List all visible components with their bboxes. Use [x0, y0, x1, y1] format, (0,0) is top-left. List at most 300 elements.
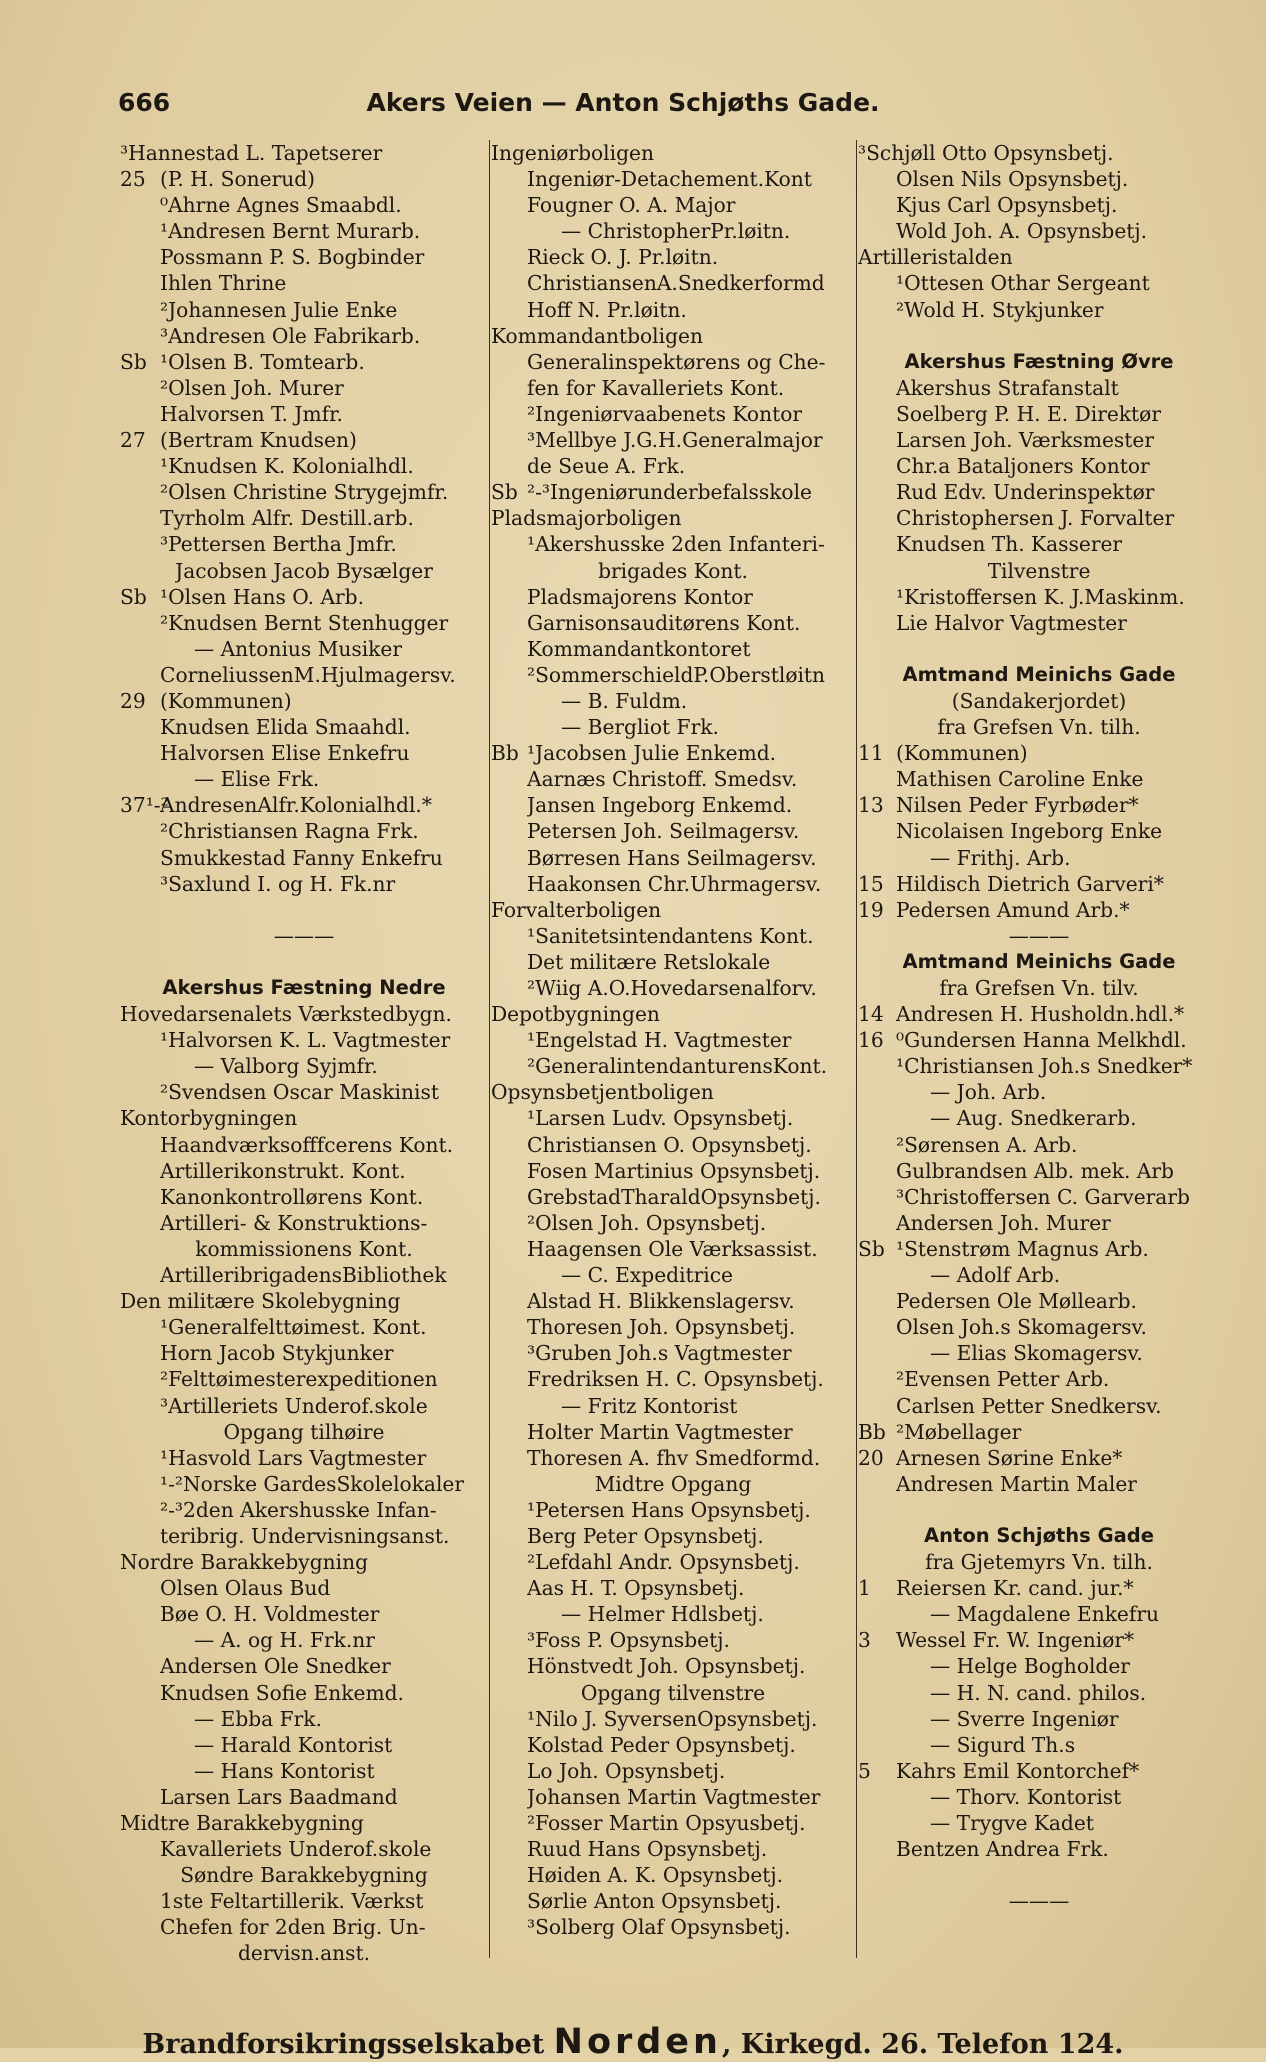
entry-text: Fougner O. A. Major: [527, 193, 736, 218]
entry-line: [491, 949, 855, 975]
entry-text: Pladsmajorboligen: [491, 506, 682, 531]
entry-text: Ihlen Thrine: [160, 271, 287, 296]
entry-text: — Bergliot Frk.: [561, 715, 719, 740]
entry-text: ¹Andresen Bernt Murarb.: [160, 219, 421, 244]
entry-text: Opsynsbetjentboligen: [491, 1080, 714, 1105]
entry-line: [120, 1053, 488, 1079]
entry-line: [120, 1888, 488, 1914]
entry-text: Hildisch Dietrich Garveri*: [896, 871, 1164, 896]
entry-line: [858, 479, 1220, 505]
entry-line: [491, 1053, 855, 1079]
entry-line: [858, 1653, 1220, 1679]
entry-line: [491, 1471, 855, 1497]
entry-line: [491, 1288, 855, 1314]
entry-text: — Sigurd Th.s: [930, 1732, 1076, 1757]
house-number: Bb: [491, 741, 519, 766]
entry-line: [491, 1079, 855, 1105]
entry-text: Rieck O. J. Pr.løitn.: [527, 245, 719, 270]
entry-text: — Magdalene Enkefru: [930, 1602, 1160, 1627]
entry-text: Pedersen Amund Arb.*: [896, 897, 1130, 922]
entry-text: 1ste Feltartillerik. Værkst: [160, 1889, 424, 1914]
entry-text: ²Ingeniørvaabenets Kontor: [527, 401, 802, 426]
entry-text: Bentzen Andrea Frk.: [896, 1837, 1109, 1862]
entry-text: Andersen Ole Snedker: [160, 1654, 391, 1679]
entry-line: [491, 1445, 855, 1471]
entry-text: Ruud Hans Opsynsbetj.: [527, 1837, 768, 1862]
entry-text: Chefen for 2den Brig. Un-: [160, 1915, 426, 1940]
entry-line: [491, 297, 855, 323]
entry-line: [120, 453, 488, 479]
entry-line: [491, 140, 855, 166]
entry-text: Haagensen Ole Værksassist.: [527, 1236, 818, 1261]
entry-text: Gulbrandsen Alb. mek. Arb: [896, 1158, 1174, 1183]
entry-text: ²Evensen Petter Arb.: [896, 1367, 1110, 1392]
entry-text: ²Christiansen Ragna Frk.: [160, 819, 419, 844]
entry-text: teribrig. Undervisningsanst.: [160, 1523, 450, 1548]
entry-text: Artillerikonstrukt. Kont.: [160, 1158, 406, 1183]
entry-line: [491, 1340, 855, 1366]
entry-line: [491, 479, 855, 505]
entry-text: Nicolaisen Ingeborg Enke: [896, 819, 1163, 844]
entry-line: [120, 610, 488, 636]
entry-line: [120, 1027, 488, 1053]
page-title: Akers Veien — Anton Schjøths Gade.: [366, 88, 880, 117]
entry-line: [858, 270, 1220, 296]
entry-line: [491, 610, 855, 636]
entry-line: [491, 1314, 855, 1340]
entry-line: [491, 427, 855, 453]
entry-text: ¹Ottesen Othar Sergeant: [896, 271, 1150, 296]
entry-line: [858, 1288, 1220, 1314]
entry-line: [858, 1314, 1220, 1340]
entry-line: [858, 1001, 1220, 1027]
entry-line: [491, 688, 855, 714]
entry-text: — Frithj. Arb.: [930, 845, 1071, 870]
entry-line: [120, 1810, 488, 1836]
entry-line: [491, 1914, 855, 1940]
entry-line: [858, 1419, 1220, 1445]
entry-line: [120, 166, 488, 192]
entry-line: [858, 140, 1220, 166]
entry-text: ¹Engelstad H. Vagtmester: [527, 1028, 792, 1053]
entry-line: [858, 688, 1220, 714]
entry-text: Berg Peter Opsynsbetj.: [527, 1523, 764, 1548]
entry-text: Høiden A. K. Opsynsbetj.: [527, 1863, 784, 1888]
entry-text: Halvorsen Elise Enkefru: [160, 741, 410, 766]
entry-text: Smukkestad Fanny Enkefru: [160, 845, 443, 870]
entry-text: Alstad H. Blikkenslagersv.: [527, 1289, 795, 1314]
entry-line: [491, 818, 855, 844]
column-1: [120, 140, 488, 1967]
entry-text: Det militære Retslokale: [527, 949, 771, 974]
entry-line: [491, 1027, 855, 1053]
entry-line: [491, 923, 855, 949]
entry-text: ³Saxlund I. og H. Fk.nr: [160, 871, 396, 896]
entry-line: [858, 1680, 1220, 1706]
entry-line: [120, 975, 488, 1001]
entry-text: Generalinspektørens og Che-: [527, 349, 826, 374]
entry-text: — Antonius Musiker: [194, 636, 403, 661]
entry-text: Kanonkontrollørens Kont.: [160, 1184, 424, 1209]
entry-text: Thoresen A. fhv Smedformd.: [527, 1445, 821, 1470]
entry-line: [858, 1184, 1220, 1210]
entry-line: [120, 1001, 488, 1027]
entry-line: [858, 610, 1220, 636]
house-number: 16: [858, 1028, 884, 1053]
entry-line: [120, 949, 488, 975]
entry-text: ¹Knudsen K. Kolonialhdl.: [160, 454, 414, 479]
entry-line: [120, 584, 488, 610]
entry-text: ²Møbellager: [896, 1419, 1022, 1444]
entry-line: [858, 401, 1220, 427]
entry-line: [120, 688, 488, 714]
house-number: 13: [858, 793, 884, 818]
house-number: 37¹-²: [120, 793, 169, 818]
entry-line: [491, 1732, 855, 1758]
entry-text: Andresen Martin Maler: [896, 1471, 1137, 1496]
entry-text: ¹Olsen B. Tomtearb.: [160, 349, 365, 374]
entry-line: [120, 1210, 488, 1236]
entry-text: Forvalterboligen: [491, 897, 662, 922]
entry-line: [491, 1810, 855, 1836]
entry-line: [491, 505, 855, 531]
entry-text: fra Gjetemyrs Vn. tilh.: [925, 1550, 1153, 1575]
entry-text: Arnesen Sørine Enke*: [896, 1445, 1123, 1470]
entry-line: [491, 1627, 855, 1653]
entry-text: Aarnæs Christoff. Smedsv.: [527, 767, 798, 792]
footer-prefix: Brandforsikringsselskabet: [142, 2029, 554, 2060]
entry-line: [491, 192, 855, 218]
entry-text: CorneliussenM.Hjulmagersv.: [160, 662, 456, 687]
entry-line: [858, 845, 1220, 871]
entry-line: [858, 1627, 1220, 1653]
entry-text: ³Schjøll Otto Opsynsbetj.: [858, 141, 1114, 165]
entry-line: [120, 818, 488, 844]
entry-line: [858, 1601, 1220, 1627]
entry-text: ¹Akershusske 2den Infanteri-: [527, 532, 825, 557]
page-header: [118, 88, 1128, 128]
entry-text: Petersen Joh. Seilmagersv.: [527, 819, 800, 844]
entry-text: kommissionens Kont.: [195, 1236, 413, 1261]
entry-line: [120, 531, 488, 557]
entry-text: — Adolf Arb.: [930, 1263, 1061, 1288]
entry-text: Kontorbygningen: [120, 1106, 298, 1131]
entry-text: ¹Larsen Ludv. Opsynsbetj.: [527, 1106, 794, 1131]
entry-line: [120, 740, 488, 766]
entry-text: Kommandantboligen: [491, 323, 703, 348]
entry-line: [858, 740, 1220, 766]
entry-line: [491, 1653, 855, 1679]
entry-line: [858, 636, 1220, 662]
entry-text: fen for Kavalleriets Kont.: [527, 375, 785, 400]
entry-line: [120, 1758, 488, 1784]
entry-text: ³Foss P. Opsynsbetj.: [527, 1628, 730, 1653]
entry-text: ³Hannestad L. Tapetserer: [120, 141, 383, 165]
entry-line: [491, 1680, 855, 1706]
entry-text: Opgang tilhøire: [223, 1419, 385, 1444]
entry-line: [120, 323, 488, 349]
house-number: 1: [858, 1576, 871, 1601]
entry-text: Artilleristalden: [858, 245, 1013, 270]
entry-line: [491, 1497, 855, 1523]
entry-text: Midtre Barakkebygning: [120, 1811, 364, 1835]
entry-line: [120, 1523, 488, 1549]
entry-text: ³Gruben Joh.s Vagtmester: [527, 1341, 792, 1366]
entry-line: [491, 270, 855, 296]
entry-text: Chr.a Bataljoners Kontor: [896, 454, 1150, 479]
entry-line: [120, 558, 488, 584]
entry-line: [858, 244, 1220, 270]
entry-line: [491, 1888, 855, 1914]
entry-line: [120, 1079, 488, 1105]
entry-text: — Helmer Hdlsbetj.: [561, 1602, 764, 1627]
entry-text: dervisn.anst.: [237, 1941, 371, 1966]
entry-text: ¹Jacobsen Julie Enkemd.: [527, 741, 777, 766]
entry-text: — Ebba Frk.: [194, 1706, 322, 1731]
section-heading: Amtmand Meinichs Gade: [902, 662, 1176, 686]
entry-text: Halvorsen T. Jmfr.: [160, 401, 343, 426]
entry-line: [120, 1340, 488, 1366]
entry-text: ChristiansenA.Snedkerformd: [527, 271, 825, 296]
entry-line: [858, 192, 1220, 218]
entry-line: [858, 427, 1220, 453]
footer-company-name: Norden: [553, 2022, 722, 2062]
entry-text: Wold Joh. A. Opsynsbetj.: [896, 219, 1148, 244]
section-heading: Anton Schjøths Gade: [924, 1523, 1154, 1547]
entry-line: [858, 1079, 1220, 1105]
entry-text: ³Pettersen Bertha Jmfr.: [160, 532, 397, 557]
house-number: Sb: [858, 1236, 885, 1261]
entry-line: [858, 897, 1220, 923]
entry-line: [491, 1105, 855, 1131]
entry-line: [120, 1236, 488, 1262]
entry-line: [491, 740, 855, 766]
entry-line: [858, 1732, 1220, 1758]
entry-text: — Aug. Snedkerarb.: [930, 1106, 1137, 1131]
entry-text: Garnisonsauditørens Kont.: [527, 610, 801, 635]
entry-line: [120, 479, 488, 505]
advertisement-footer: [0, 2022, 1266, 2062]
entry-line: [120, 1445, 488, 1471]
column-2: [491, 140, 855, 1940]
entry-text: Wessel Fr. W. Ingeniør*: [896, 1628, 1135, 1653]
entry-line: [858, 1053, 1220, 1079]
entry-text: ———: [1008, 1889, 1070, 1914]
entry-text: (Bertram Knudsen): [160, 428, 357, 453]
entry-text: — H. N. cand. philos.: [930, 1680, 1147, 1705]
entry-text: ¹Hasvold Lars Vagtmester: [160, 1445, 427, 1470]
entry-line: [491, 1758, 855, 1784]
entry-text: Kjus Carl Opsynsbetj.: [896, 193, 1118, 218]
entry-line: [858, 297, 1220, 323]
entry-line: [858, 662, 1220, 688]
house-number: 3: [858, 1628, 871, 1653]
entry-line: [120, 1262, 488, 1288]
entry-line: [858, 1340, 1220, 1366]
entry-text: ¹-²Norske GardesSkolelokaler: [160, 1471, 465, 1496]
entry-line: [120, 1314, 488, 1340]
house-number: Sb: [120, 349, 147, 374]
entry-text: ²Wiig A.O.Hovedarsenalforv.: [527, 976, 817, 1000]
entry-text: ¹Olsen Hans O. Arb.: [160, 584, 365, 609]
entry-text: Sørlie Anton Opsynsbetj.: [527, 1889, 782, 1914]
entry-line: [120, 1627, 488, 1653]
entry-line: [858, 766, 1220, 792]
entry-text: ²Sørensen A. Arb.: [896, 1132, 1078, 1157]
entry-text: — Harald Kontorist: [194, 1732, 393, 1757]
entry-line: [858, 1706, 1220, 1732]
entry-text: Tilvenstre: [987, 558, 1091, 583]
entry-line: [120, 1653, 488, 1679]
entry-text: Akershus Strafanstalt: [896, 375, 1119, 400]
entry-line: [120, 1105, 488, 1131]
entry-text: — Trygve Kadet: [930, 1811, 1094, 1835]
entry-line: [491, 584, 855, 610]
entry-line: [120, 792, 488, 818]
entry-line: [858, 975, 1220, 1001]
entry-line: [120, 845, 488, 871]
entry-text: Kommandantkontoret: [527, 636, 751, 661]
entry-text: ⁰Gundersen Hanna Melkhdl.: [896, 1028, 1187, 1053]
house-number: Bb: [858, 1419, 886, 1444]
entry-line: [858, 1575, 1220, 1601]
entry-line: [120, 192, 488, 218]
entry-text: Carlsen Petter Snedkersv.: [896, 1393, 1162, 1418]
entry-text: Søndre Barakkebygning: [180, 1863, 428, 1888]
entry-line: [491, 662, 855, 688]
entry-line: [120, 297, 488, 323]
entry-text: — Elias Skomagersv.: [930, 1341, 1143, 1366]
entry-text: ³Solberg Olaf Opsynsbetj.: [527, 1915, 791, 1940]
entry-text: ⁰Ahrne Agnes Smaabdl.: [160, 193, 402, 218]
entry-text: Depotbygningen: [491, 1002, 660, 1027]
entry-text: ²-³2den Akershusske Infan-: [160, 1497, 437, 1522]
entry-line: [120, 1836, 488, 1862]
entry-line: [858, 818, 1220, 844]
house-number: 20: [858, 1445, 884, 1470]
entry-text: Thoresen Joh. Opsynsbetj.: [527, 1315, 796, 1340]
entry-line: [120, 1680, 488, 1706]
house-number: Sb: [491, 480, 518, 505]
entry-text: — Hans Kontorist: [194, 1758, 375, 1783]
entry-text: brigades Kont.: [598, 558, 748, 583]
entry-line: [491, 1862, 855, 1888]
entry-line: [120, 1497, 488, 1523]
entry-line: [120, 871, 488, 897]
column-divider: [856, 140, 857, 1958]
entry-line: [858, 714, 1220, 740]
entry-text: ²SommerschieldP.Oberstløitn: [527, 662, 826, 687]
entry-line: [120, 1940, 488, 1966]
entry-line: [858, 1105, 1220, 1131]
page-number: 666: [118, 88, 171, 117]
entry-text: ¹Generalfelttøimest. Kont.: [160, 1315, 427, 1340]
entry-text: — Fritz Kontorist: [561, 1393, 738, 1418]
entry-text: Christiansen O. Opsynsbetj.: [527, 1132, 812, 1157]
entry-line: [491, 558, 855, 584]
entry-text: ¹Sanitetsintendantens Kont.: [527, 923, 814, 948]
column-divider: [489, 140, 490, 1958]
entry-line: [491, 1236, 855, 1262]
entry-text: GrebstadTharaldOpsynsbetj.: [527, 1184, 821, 1209]
entry-text: — Thorv. Kontorist: [930, 1784, 1122, 1809]
entry-text: Olsen Nils Opsynsbetj.: [896, 167, 1129, 192]
entry-text: Lo Joh. Opsynsbetj.: [527, 1758, 726, 1783]
house-number: 25: [120, 167, 146, 192]
entry-line: [858, 1836, 1220, 1862]
entry-line: [120, 662, 488, 688]
entry-text: ²Lefdahl Andr. Opsynsbetj.: [527, 1550, 800, 1575]
entry-text: Soelberg P. H. E. Direktør: [896, 401, 1161, 426]
entry-text: Haandværksofffcerens Kont.: [160, 1132, 454, 1157]
entry-line: [120, 1862, 488, 1888]
entry-line: [491, 845, 855, 871]
entry-text: Haakonsen Chr.Uhrmagersv.: [527, 871, 822, 896]
entry-line: [858, 375, 1220, 401]
entry-line: [491, 453, 855, 479]
entry-text: Kahrs Emil Kontorchef*: [896, 1758, 1140, 1783]
entry-line: [120, 1393, 488, 1419]
entry-line: [120, 714, 488, 740]
entry-line: [858, 1888, 1220, 1914]
entry-line: [491, 1549, 855, 1575]
entry-text: — Valborg Syjmfr.: [194, 1054, 378, 1079]
entry-text: Nilsen Peder Fyrbøder*: [896, 793, 1139, 818]
entry-text: Opgang tilvenstre: [580, 1680, 766, 1705]
entry-line: [120, 218, 488, 244]
entry-line: [491, 766, 855, 792]
entry-line: [491, 714, 855, 740]
entry-line: [120, 923, 488, 949]
entry-text: fra Grefsen Vn. tilv.: [939, 976, 1139, 1000]
entry-line: [858, 792, 1220, 818]
entry-line: [491, 1575, 855, 1601]
entry-text: Rud Edv. Underinspektør: [896, 480, 1155, 505]
entry-text: Christophersen J. Forvalter: [896, 506, 1175, 531]
entry-line: [120, 401, 488, 427]
entry-text: Knudsen Sofie Enkemd.: [160, 1680, 404, 1705]
entry-line: [858, 949, 1220, 975]
entry-text: Ingeniør-Detachement.Kont: [527, 167, 812, 192]
entry-text: Nordre Barakkebygning: [120, 1550, 369, 1575]
column-3: [858, 140, 1220, 1914]
entry-line: [491, 636, 855, 662]
entry-text: ²Svendsen Oscar Maskinist: [160, 1080, 439, 1105]
entry-text: (Sandakerjordet): [951, 688, 1127, 713]
entry-text: Horn Jacob Stykjunker: [160, 1341, 394, 1366]
entry-text: ²Olsen Christine Strygejmfr.: [160, 480, 449, 505]
entry-text: ³Christoffersen C. Garverarb: [896, 1184, 1190, 1209]
entry-line: [120, 1706, 488, 1732]
entry-line: [120, 349, 488, 375]
entry-text: ²Wold H. Stykjunker: [896, 297, 1104, 322]
entry-text: Holter Martin Vagtmester: [527, 1419, 793, 1444]
entry-line: [491, 1210, 855, 1236]
entry-text: Hönstvedt Joh. Opsynsbetj.: [527, 1654, 806, 1679]
entry-text: Fredriksen H. C. Opsynsbetj.: [527, 1367, 824, 1392]
entry-line: [491, 1184, 855, 1210]
entry-text: ¹Halvorsen K. L. Vagtmester: [160, 1028, 451, 1053]
house-number: 5: [858, 1758, 871, 1783]
entry-line: [120, 1471, 488, 1497]
entry-line: [858, 1758, 1220, 1784]
entry-text: Midtre Opgang: [594, 1471, 752, 1496]
entry-text: ———: [1008, 923, 1070, 948]
entry-text: — Joh. Arb.: [930, 1080, 1047, 1105]
entry-line: [120, 1288, 488, 1314]
entry-text: Artilleri- & Konstruktions-: [160, 1210, 428, 1235]
entry-text: — Helge Bogholder: [930, 1654, 1130, 1679]
